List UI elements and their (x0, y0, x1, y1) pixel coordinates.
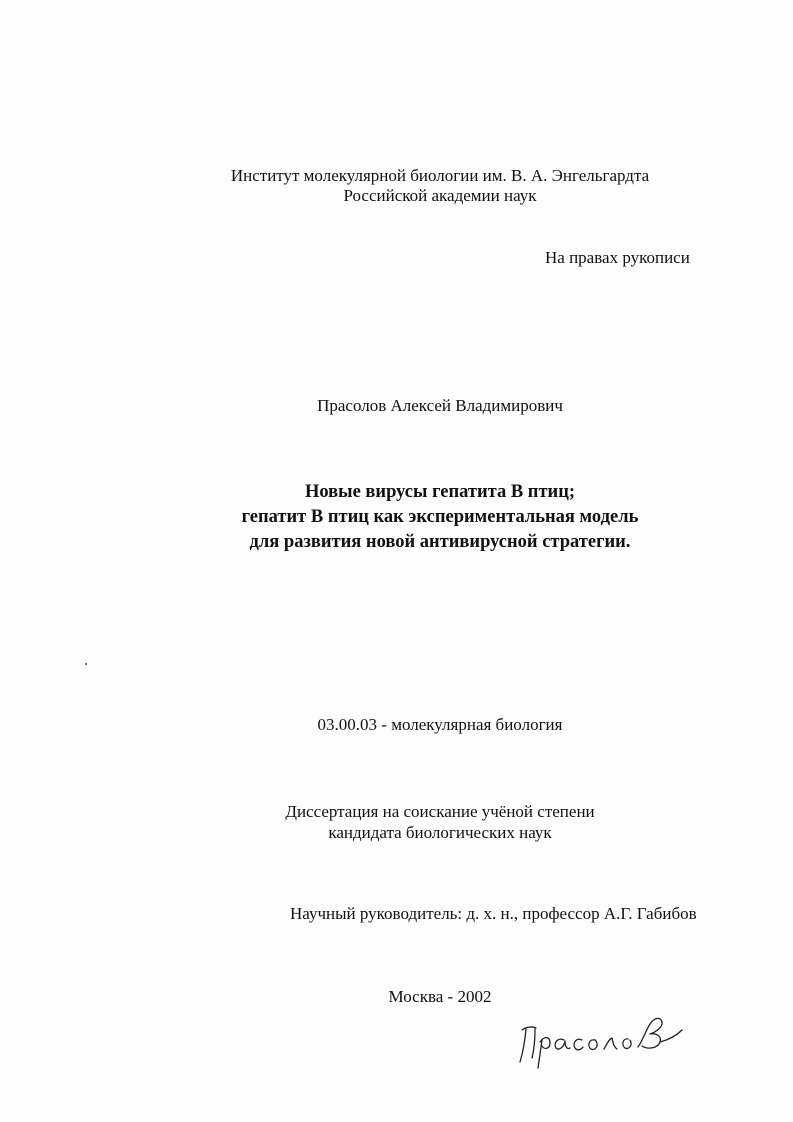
scan-speck (85, 663, 87, 665)
institute-line-1: Институт молекулярной биологии им. В. А. Энгельгардта (230, 166, 650, 185)
city-year: Москва - 2002 (388, 987, 492, 1006)
degree-line-1: Диссертация на соискание учёной степени (285, 802, 595, 821)
institute-line-2: Российской академии наук (343, 186, 537, 205)
title-line-2: гепатит В птиц как экспериментальная модель (241, 507, 639, 527)
handwritten-signature (512, 1002, 692, 1072)
title-line-1: Новые вирусы гепатита В птиц; (304, 482, 576, 502)
degree-statement (190, 801, 690, 843)
degree-line-2: кандидата биологических наук (328, 823, 552, 842)
specialty-code: 03.00.03 - молекулярная биология (317, 715, 563, 734)
title-line-3: для развития новой антивирусной стратегии. (249, 532, 631, 552)
scientific-supervisor: Научный руководитель: д. х. н., профессор А.Г. Габибов (290, 904, 697, 923)
author-name: Прасолов Алексей Владимирович (317, 396, 563, 415)
institute-name (140, 166, 740, 206)
dissertation-title (140, 480, 740, 555)
manuscript-note: На правах рукописи (545, 248, 690, 267)
